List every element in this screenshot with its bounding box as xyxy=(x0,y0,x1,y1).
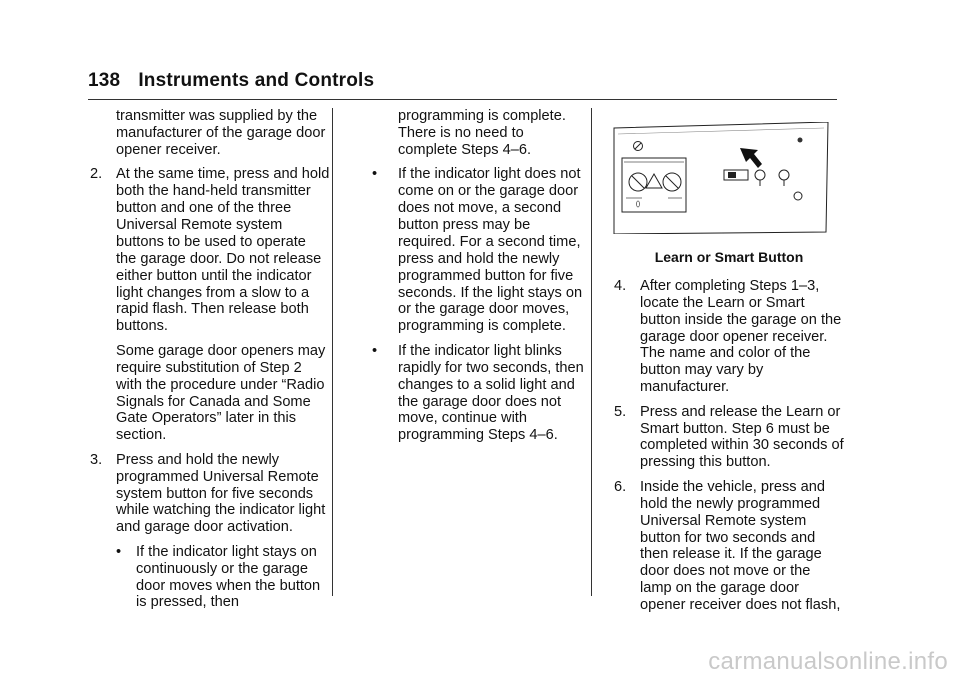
header-rule xyxy=(88,99,837,100)
bullet-2-marker: • xyxy=(372,166,378,183)
step-2-text: At the same time, press and hold both the hand-held transmitter button and one of the three Universal Remote system buttons to be used to operate the garage door. Do not release either button until the indicator light changes from a slow to a rapid flash. Then release both buttons. xyxy=(116,166,330,335)
page-header xyxy=(88,70,374,92)
step-5 xyxy=(614,404,844,472)
screw-icon xyxy=(798,138,803,143)
step-5-text: Press and release the Learn or Smart button. Step 6 must be completed within 30 seconds of pressing this button. xyxy=(640,403,844,471)
warning-label xyxy=(622,158,686,212)
section-title: Instruments and Controls xyxy=(138,70,375,91)
bullet-3-text: If the indicator light blinks rapidly for two seconds, then changes to a solid light and the garage door does not move, continue with programming Steps 4–6. xyxy=(398,342,584,444)
step-3-number: 3. xyxy=(90,451,103,468)
continuation-paragraph: programming is complete. There is no need to complete Steps 4–6. xyxy=(398,108,566,158)
figure-caption: Learn or Smart Button xyxy=(654,248,804,265)
watermark: carmanualsonline.info xyxy=(708,648,948,675)
bullet-3-marker: • xyxy=(372,342,378,359)
bullet-1 xyxy=(116,544,330,612)
bullet-1-text: If the indicator light stays on continuously or the garage door moves when the button is pressed, then xyxy=(136,543,321,611)
note-paragraph: Some garage door openers may require substitution of Step 2 with the procedure under “Radio Signals for Canada and Some Gate Operators” later in this section. xyxy=(116,342,326,444)
column-1 xyxy=(90,108,330,619)
bullet-3 xyxy=(372,343,584,444)
bullet-1-marker: • xyxy=(116,543,122,560)
step-4-number: 4. xyxy=(614,277,627,294)
bullet-2-text: If the indicator light does not come on or the garage door does not move, a second button press may be required. For a second time, press and hold the newly programmed button for five seconds. If the light stays on or the garage door moves, programming is complete. xyxy=(398,166,583,335)
step-4-text: After completing Steps 1–3, locate the Learn or Smart button inside the garage on the garage door opener receiver. The name and color of the button may vary by manufacturer. xyxy=(640,277,842,396)
column-3 xyxy=(614,122,844,622)
step-4 xyxy=(614,278,844,396)
step-6 xyxy=(614,479,844,614)
page-number: 138 xyxy=(88,70,121,91)
step-3-text: Press and hold the newly programmed Universal Remote system button for five seconds while watching the indicator light and garage door activation. xyxy=(116,451,326,536)
column-divider-2 xyxy=(591,108,592,596)
column-2 xyxy=(372,108,584,452)
step-3 xyxy=(90,452,330,537)
step-2-number: 2. xyxy=(90,166,103,183)
step-6-text: Inside the vehicle, press and hold the newly programmed Universal Remote system button for two seconds and then release it. If the garage door does not move or the lamp on the garage door opener receiver does not flash, xyxy=(640,478,841,614)
step-6-number: 6. xyxy=(614,478,627,495)
bullet-2 xyxy=(372,166,584,335)
garage-opener-illustration xyxy=(612,122,832,234)
step-2 xyxy=(90,166,330,335)
column-divider-1 xyxy=(332,108,333,596)
step-5-number: 5. xyxy=(614,403,627,420)
intro-paragraph: transmitter was supplied by the manufacturer of the garage door opener receiver. xyxy=(116,108,326,158)
